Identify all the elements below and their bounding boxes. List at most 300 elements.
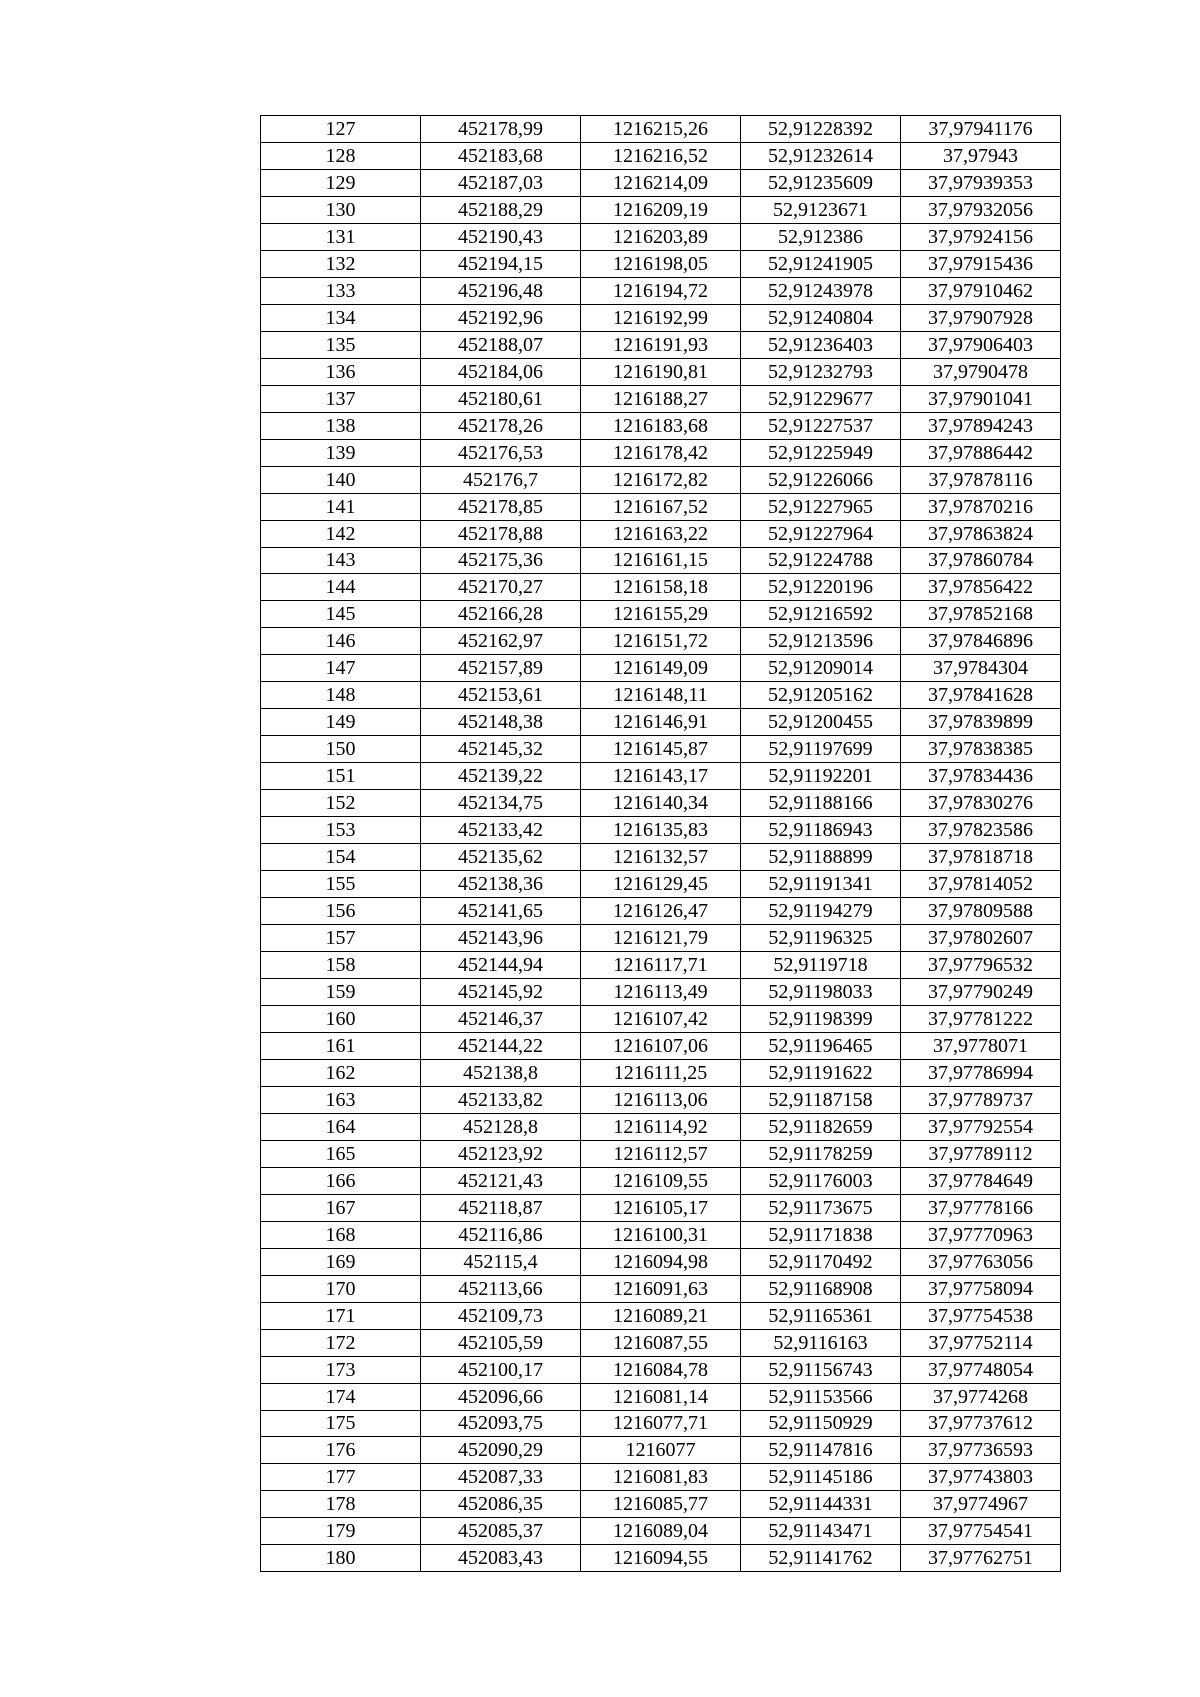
point-number-cell: 180 <box>261 1545 421 1572</box>
y-coordinate-cell: 1216117,71 <box>581 952 741 979</box>
longitude-cell: 37,97943 <box>901 142 1061 169</box>
table-row <box>261 601 1061 628</box>
table-row <box>261 790 1061 817</box>
table-row <box>261 628 1061 655</box>
x-coordinate-cell: 452123,92 <box>421 1140 581 1167</box>
point-number-cell: 141 <box>261 493 421 520</box>
longitude-cell: 37,97762751 <box>901 1545 1061 1572</box>
x-coordinate-cell: 452143,96 <box>421 925 581 952</box>
x-coordinate-cell: 452187,03 <box>421 169 581 196</box>
latitude-cell: 52,91197699 <box>741 736 901 763</box>
latitude-cell: 52,91196465 <box>741 1032 901 1059</box>
point-number-cell: 149 <box>261 709 421 736</box>
y-coordinate-cell: 1216172,82 <box>581 466 741 493</box>
table-row <box>261 331 1061 358</box>
point-number-cell: 169 <box>261 1248 421 1275</box>
point-number-cell: 166 <box>261 1167 421 1194</box>
coordinates-table <box>260 115 1061 1572</box>
point-number-cell: 143 <box>261 547 421 574</box>
point-number-cell: 160 <box>261 1005 421 1032</box>
longitude-cell: 37,97907928 <box>901 304 1061 331</box>
latitude-cell: 52,91156743 <box>741 1356 901 1383</box>
latitude-cell: 52,9116163 <box>741 1329 901 1356</box>
y-coordinate-cell: 1216084,78 <box>581 1356 741 1383</box>
table-row <box>261 385 1061 412</box>
longitude-cell: 37,97915436 <box>901 250 1061 277</box>
y-coordinate-cell: 1216151,72 <box>581 628 741 655</box>
x-coordinate-cell: 452148,38 <box>421 709 581 736</box>
table-row <box>261 574 1061 601</box>
table-row <box>261 466 1061 493</box>
x-coordinate-cell: 452093,75 <box>421 1410 581 1437</box>
latitude-cell: 52,91226066 <box>741 466 901 493</box>
table-row <box>261 250 1061 277</box>
y-coordinate-cell: 1216089,04 <box>581 1518 741 1545</box>
x-coordinate-cell: 452188,07 <box>421 331 581 358</box>
x-coordinate-cell: 452144,94 <box>421 952 581 979</box>
x-coordinate-cell: 452178,88 <box>421 520 581 547</box>
point-number-cell: 146 <box>261 628 421 655</box>
y-coordinate-cell: 1216107,42 <box>581 1005 741 1032</box>
latitude-cell: 52,9123671 <box>741 196 901 223</box>
table-row <box>261 1059 1061 1086</box>
table-row <box>261 871 1061 898</box>
point-number-cell: 145 <box>261 601 421 628</box>
x-coordinate-cell: 452183,68 <box>421 142 581 169</box>
latitude-cell: 52,91188899 <box>741 844 901 871</box>
latitude-cell: 52,91141762 <box>741 1545 901 1572</box>
longitude-cell: 37,97786994 <box>901 1059 1061 1086</box>
y-coordinate-cell: 1216105,17 <box>581 1194 741 1221</box>
point-number-cell: 172 <box>261 1329 421 1356</box>
table-row <box>261 493 1061 520</box>
point-number-cell: 168 <box>261 1221 421 1248</box>
latitude-cell: 52,91243978 <box>741 277 901 304</box>
longitude-cell: 37,97814052 <box>901 871 1061 898</box>
longitude-cell: 37,97838385 <box>901 736 1061 763</box>
longitude-cell: 37,97839899 <box>901 709 1061 736</box>
longitude-cell: 37,97818718 <box>901 844 1061 871</box>
latitude-cell: 52,91200455 <box>741 709 901 736</box>
latitude-cell: 52,91191341 <box>741 871 901 898</box>
latitude-cell: 52,91171838 <box>741 1221 901 1248</box>
y-coordinate-cell: 1216155,29 <box>581 601 741 628</box>
longitude-cell: 37,97758094 <box>901 1275 1061 1302</box>
table-row <box>261 952 1061 979</box>
table-row <box>261 1329 1061 1356</box>
x-coordinate-cell: 452134,75 <box>421 790 581 817</box>
longitude-cell: 37,97852168 <box>901 601 1061 628</box>
longitude-cell: 37,97878116 <box>901 466 1061 493</box>
x-coordinate-cell: 452176,7 <box>421 466 581 493</box>
coordinates-table-body <box>261 116 1061 1572</box>
point-number-cell: 155 <box>261 871 421 898</box>
point-number-cell: 152 <box>261 790 421 817</box>
latitude-cell: 52,91240804 <box>741 304 901 331</box>
x-coordinate-cell: 452138,8 <box>421 1059 581 1086</box>
table-row <box>261 1302 1061 1329</box>
y-coordinate-cell: 1216132,57 <box>581 844 741 871</box>
longitude-cell: 37,97778166 <box>901 1194 1061 1221</box>
table-row <box>261 116 1061 143</box>
latitude-cell: 52,91227964 <box>741 520 901 547</box>
longitude-cell: 37,97748054 <box>901 1356 1061 1383</box>
x-coordinate-cell: 452145,92 <box>421 979 581 1006</box>
latitude-cell: 52,91227537 <box>741 412 901 439</box>
table-row <box>261 709 1061 736</box>
point-number-cell: 177 <box>261 1464 421 1491</box>
y-coordinate-cell: 1216161,15 <box>581 547 741 574</box>
longitude-cell: 37,97886442 <box>901 439 1061 466</box>
table-row <box>261 925 1061 952</box>
point-number-cell: 136 <box>261 358 421 385</box>
x-coordinate-cell: 452180,61 <box>421 385 581 412</box>
y-coordinate-cell: 1216112,57 <box>581 1140 741 1167</box>
latitude-cell: 52,91176003 <box>741 1167 901 1194</box>
longitude-cell: 37,97906403 <box>901 331 1061 358</box>
longitude-cell: 37,97939353 <box>901 169 1061 196</box>
point-number-cell: 148 <box>261 682 421 709</box>
point-number-cell: 173 <box>261 1356 421 1383</box>
latitude-cell: 52,91188166 <box>741 790 901 817</box>
table-row <box>261 1221 1061 1248</box>
longitude-cell: 37,97809588 <box>901 898 1061 925</box>
latitude-cell: 52,91165361 <box>741 1302 901 1329</box>
point-number-cell: 138 <box>261 412 421 439</box>
latitude-cell: 52,91236403 <box>741 331 901 358</box>
table-row <box>261 844 1061 871</box>
x-coordinate-cell: 452113,66 <box>421 1275 581 1302</box>
y-coordinate-cell: 1216143,17 <box>581 763 741 790</box>
longitude-cell: 37,97770963 <box>901 1221 1061 1248</box>
y-coordinate-cell: 1216089,21 <box>581 1302 741 1329</box>
y-coordinate-cell: 1216077 <box>581 1437 741 1464</box>
table-row <box>261 196 1061 223</box>
longitude-cell: 37,97894243 <box>901 412 1061 439</box>
table-row <box>261 358 1061 385</box>
point-number-cell: 178 <box>261 1491 421 1518</box>
longitude-cell: 37,97789112 <box>901 1140 1061 1167</box>
latitude-cell: 52,91198033 <box>741 979 901 1006</box>
latitude-cell: 52,91209014 <box>741 655 901 682</box>
point-number-cell: 131 <box>261 223 421 250</box>
longitude-cell: 37,9774268 <box>901 1383 1061 1410</box>
longitude-cell: 37,97752114 <box>901 1329 1061 1356</box>
y-coordinate-cell: 1216192,99 <box>581 304 741 331</box>
longitude-cell: 37,9790478 <box>901 358 1061 385</box>
point-number-cell: 170 <box>261 1275 421 1302</box>
point-number-cell: 164 <box>261 1113 421 1140</box>
table-row <box>261 1086 1061 1113</box>
table-row <box>261 1194 1061 1221</box>
x-coordinate-cell: 452105,59 <box>421 1329 581 1356</box>
point-number-cell: 159 <box>261 979 421 1006</box>
table-row <box>261 1545 1061 1572</box>
y-coordinate-cell: 1216113,06 <box>581 1086 741 1113</box>
longitude-cell: 37,97932056 <box>901 196 1061 223</box>
table-row <box>261 1167 1061 1194</box>
longitude-cell: 37,97754538 <box>901 1302 1061 1329</box>
y-coordinate-cell: 1216145,87 <box>581 736 741 763</box>
point-number-cell: 134 <box>261 304 421 331</box>
table-row <box>261 1464 1061 1491</box>
x-coordinate-cell: 452118,87 <box>421 1194 581 1221</box>
point-number-cell: 165 <box>261 1140 421 1167</box>
x-coordinate-cell: 452085,37 <box>421 1518 581 1545</box>
longitude-cell: 37,97789737 <box>901 1086 1061 1113</box>
y-coordinate-cell: 1216190,81 <box>581 358 741 385</box>
table-row <box>261 817 1061 844</box>
point-number-cell: 129 <box>261 169 421 196</box>
x-coordinate-cell: 452096,66 <box>421 1383 581 1410</box>
x-coordinate-cell: 452184,06 <box>421 358 581 385</box>
x-coordinate-cell: 452138,36 <box>421 871 581 898</box>
y-coordinate-cell: 1216191,93 <box>581 331 741 358</box>
point-number-cell: 132 <box>261 250 421 277</box>
latitude-cell: 52,91153566 <box>741 1383 901 1410</box>
x-coordinate-cell: 452087,33 <box>421 1464 581 1491</box>
y-coordinate-cell: 1216149,09 <box>581 655 741 682</box>
point-number-cell: 135 <box>261 331 421 358</box>
latitude-cell: 52,91147816 <box>741 1437 901 1464</box>
latitude-cell: 52,91144331 <box>741 1491 901 1518</box>
table-row <box>261 763 1061 790</box>
x-coordinate-cell: 452141,65 <box>421 898 581 925</box>
x-coordinate-cell: 452145,32 <box>421 736 581 763</box>
y-coordinate-cell: 1216203,89 <box>581 223 741 250</box>
point-number-cell: 150 <box>261 736 421 763</box>
y-coordinate-cell: 1216158,18 <box>581 574 741 601</box>
latitude-cell: 52,91178259 <box>741 1140 901 1167</box>
x-coordinate-cell: 452194,15 <box>421 250 581 277</box>
table-row <box>261 1491 1061 1518</box>
table-row <box>261 412 1061 439</box>
table-row <box>261 1275 1061 1302</box>
x-coordinate-cell: 452190,43 <box>421 223 581 250</box>
latitude-cell: 52,91205162 <box>741 682 901 709</box>
latitude-cell: 52,91182659 <box>741 1113 901 1140</box>
table-row <box>261 1437 1061 1464</box>
longitude-cell: 37,97792554 <box>901 1113 1061 1140</box>
point-number-cell: 167 <box>261 1194 421 1221</box>
y-coordinate-cell: 1216094,55 <box>581 1545 741 1572</box>
x-coordinate-cell: 452115,4 <box>421 1248 581 1275</box>
x-coordinate-cell: 452153,61 <box>421 682 581 709</box>
x-coordinate-cell: 452178,85 <box>421 493 581 520</box>
latitude-cell: 52,91143471 <box>741 1518 901 1545</box>
table-row <box>261 520 1061 547</box>
y-coordinate-cell: 1216107,06 <box>581 1032 741 1059</box>
y-coordinate-cell: 1216121,79 <box>581 925 741 952</box>
point-number-cell: 147 <box>261 655 421 682</box>
latitude-cell: 52,91192201 <box>741 763 901 790</box>
longitude-cell: 37,97784649 <box>901 1167 1061 1194</box>
longitude-cell: 37,9774967 <box>901 1491 1061 1518</box>
longitude-cell: 37,97754541 <box>901 1518 1061 1545</box>
table-row <box>261 655 1061 682</box>
longitude-cell: 37,97790249 <box>901 979 1061 1006</box>
table-row <box>261 736 1061 763</box>
point-number-cell: 154 <box>261 844 421 871</box>
latitude-cell: 52,91198399 <box>741 1005 901 1032</box>
y-coordinate-cell: 1216113,49 <box>581 979 741 1006</box>
y-coordinate-cell: 1216216,52 <box>581 142 741 169</box>
point-number-cell: 176 <box>261 1437 421 1464</box>
x-coordinate-cell: 452170,27 <box>421 574 581 601</box>
latitude-cell: 52,91232614 <box>741 142 901 169</box>
table-row <box>261 1140 1061 1167</box>
latitude-cell: 52,91168908 <box>741 1275 901 1302</box>
point-number-cell: 174 <box>261 1383 421 1410</box>
y-coordinate-cell: 1216214,09 <box>581 169 741 196</box>
longitude-cell: 37,9778071 <box>901 1032 1061 1059</box>
x-coordinate-cell: 452100,17 <box>421 1356 581 1383</box>
table-row <box>261 142 1061 169</box>
latitude-cell: 52,91173675 <box>741 1194 901 1221</box>
x-coordinate-cell: 452144,22 <box>421 1032 581 1059</box>
point-number-cell: 142 <box>261 520 421 547</box>
point-number-cell: 133 <box>261 277 421 304</box>
x-coordinate-cell: 452157,89 <box>421 655 581 682</box>
x-coordinate-cell: 452196,48 <box>421 277 581 304</box>
point-number-cell: 171 <box>261 1302 421 1329</box>
longitude-cell: 37,9784304 <box>901 655 1061 682</box>
x-coordinate-cell: 452090,29 <box>421 1437 581 1464</box>
y-coordinate-cell: 1216109,55 <box>581 1167 741 1194</box>
latitude-cell: 52,91227965 <box>741 493 901 520</box>
y-coordinate-cell: 1216111,25 <box>581 1059 741 1086</box>
table-row <box>261 1356 1061 1383</box>
table-row <box>261 1005 1061 1032</box>
y-coordinate-cell: 1216194,72 <box>581 277 741 304</box>
y-coordinate-cell: 1216094,98 <box>581 1248 741 1275</box>
table-row <box>261 223 1061 250</box>
latitude-cell: 52,91186943 <box>741 817 901 844</box>
x-coordinate-cell: 452146,37 <box>421 1005 581 1032</box>
y-coordinate-cell: 1216077,71 <box>581 1410 741 1437</box>
x-coordinate-cell: 452166,28 <box>421 601 581 628</box>
longitude-cell: 37,97830276 <box>901 790 1061 817</box>
longitude-cell: 37,97823586 <box>901 817 1061 844</box>
y-coordinate-cell: 1216148,11 <box>581 682 741 709</box>
longitude-cell: 37,97856422 <box>901 574 1061 601</box>
x-coordinate-cell: 452178,26 <box>421 412 581 439</box>
point-number-cell: 130 <box>261 196 421 223</box>
y-coordinate-cell: 1216126,47 <box>581 898 741 925</box>
latitude-cell: 52,91241905 <box>741 250 901 277</box>
longitude-cell: 37,97736593 <box>901 1437 1061 1464</box>
latitude-cell: 52,91225949 <box>741 439 901 466</box>
table-row <box>261 1410 1061 1437</box>
longitude-cell: 37,97924156 <box>901 223 1061 250</box>
latitude-cell: 52,91191622 <box>741 1059 901 1086</box>
latitude-cell: 52,91170492 <box>741 1248 901 1275</box>
table-row <box>261 304 1061 331</box>
longitude-cell: 37,97763056 <box>901 1248 1061 1275</box>
y-coordinate-cell: 1216100,31 <box>581 1221 741 1248</box>
latitude-cell: 52,91150929 <box>741 1410 901 1437</box>
point-number-cell: 157 <box>261 925 421 952</box>
longitude-cell: 37,97941176 <box>901 116 1061 143</box>
latitude-cell: 52,91194279 <box>741 898 901 925</box>
y-coordinate-cell: 1216081,83 <box>581 1464 741 1491</box>
latitude-cell: 52,91232793 <box>741 358 901 385</box>
latitude-cell: 52,91224788 <box>741 547 901 574</box>
point-number-cell: 156 <box>261 898 421 925</box>
table-row <box>261 1032 1061 1059</box>
y-coordinate-cell: 1216129,45 <box>581 871 741 898</box>
x-coordinate-cell: 452083,43 <box>421 1545 581 1572</box>
x-coordinate-cell: 452109,73 <box>421 1302 581 1329</box>
point-number-cell: 175 <box>261 1410 421 1437</box>
x-coordinate-cell: 452086,35 <box>421 1491 581 1518</box>
table-row <box>261 1383 1061 1410</box>
y-coordinate-cell: 1216087,55 <box>581 1329 741 1356</box>
x-coordinate-cell: 452128,8 <box>421 1113 581 1140</box>
x-coordinate-cell: 452188,29 <box>421 196 581 223</box>
x-coordinate-cell: 452192,96 <box>421 304 581 331</box>
y-coordinate-cell: 1216178,42 <box>581 439 741 466</box>
point-number-cell: 151 <box>261 763 421 790</box>
table-row <box>261 439 1061 466</box>
y-coordinate-cell: 1216140,34 <box>581 790 741 817</box>
y-coordinate-cell: 1216091,63 <box>581 1275 741 1302</box>
table-row <box>261 898 1061 925</box>
longitude-cell: 37,97863824 <box>901 520 1061 547</box>
y-coordinate-cell: 1216167,52 <box>581 493 741 520</box>
table-row <box>261 1518 1061 1545</box>
point-number-cell: 144 <box>261 574 421 601</box>
x-coordinate-cell: 452176,53 <box>421 439 581 466</box>
longitude-cell: 37,97737612 <box>901 1410 1061 1437</box>
latitude-cell: 52,91145186 <box>741 1464 901 1491</box>
longitude-cell: 37,97910462 <box>901 277 1061 304</box>
x-coordinate-cell: 452121,43 <box>421 1167 581 1194</box>
table-row <box>261 1248 1061 1275</box>
table-row <box>261 979 1061 1006</box>
point-number-cell: 161 <box>261 1032 421 1059</box>
y-coordinate-cell: 1216135,83 <box>581 817 741 844</box>
point-number-cell: 163 <box>261 1086 421 1113</box>
latitude-cell: 52,91187158 <box>741 1086 901 1113</box>
latitude-cell: 52,912386 <box>741 223 901 250</box>
x-coordinate-cell: 452139,22 <box>421 763 581 790</box>
y-coordinate-cell: 1216188,27 <box>581 385 741 412</box>
longitude-cell: 37,97834436 <box>901 763 1061 790</box>
latitude-cell: 52,91220196 <box>741 574 901 601</box>
table-row <box>261 169 1061 196</box>
longitude-cell: 37,97901041 <box>901 385 1061 412</box>
y-coordinate-cell: 1216163,22 <box>581 520 741 547</box>
y-coordinate-cell: 1216215,26 <box>581 116 741 143</box>
table-row <box>261 547 1061 574</box>
x-coordinate-cell: 452133,42 <box>421 817 581 844</box>
longitude-cell: 37,97743803 <box>901 1464 1061 1491</box>
point-number-cell: 153 <box>261 817 421 844</box>
table-row <box>261 682 1061 709</box>
point-number-cell: 162 <box>261 1059 421 1086</box>
y-coordinate-cell: 1216114,92 <box>581 1113 741 1140</box>
point-number-cell: 128 <box>261 142 421 169</box>
y-coordinate-cell: 1216209,19 <box>581 196 741 223</box>
x-coordinate-cell: 452116,86 <box>421 1221 581 1248</box>
point-number-cell: 137 <box>261 385 421 412</box>
longitude-cell: 37,97846896 <box>901 628 1061 655</box>
y-coordinate-cell: 1216146,91 <box>581 709 741 736</box>
table-row <box>261 277 1061 304</box>
longitude-cell: 37,97796532 <box>901 952 1061 979</box>
table-row <box>261 1113 1061 1140</box>
